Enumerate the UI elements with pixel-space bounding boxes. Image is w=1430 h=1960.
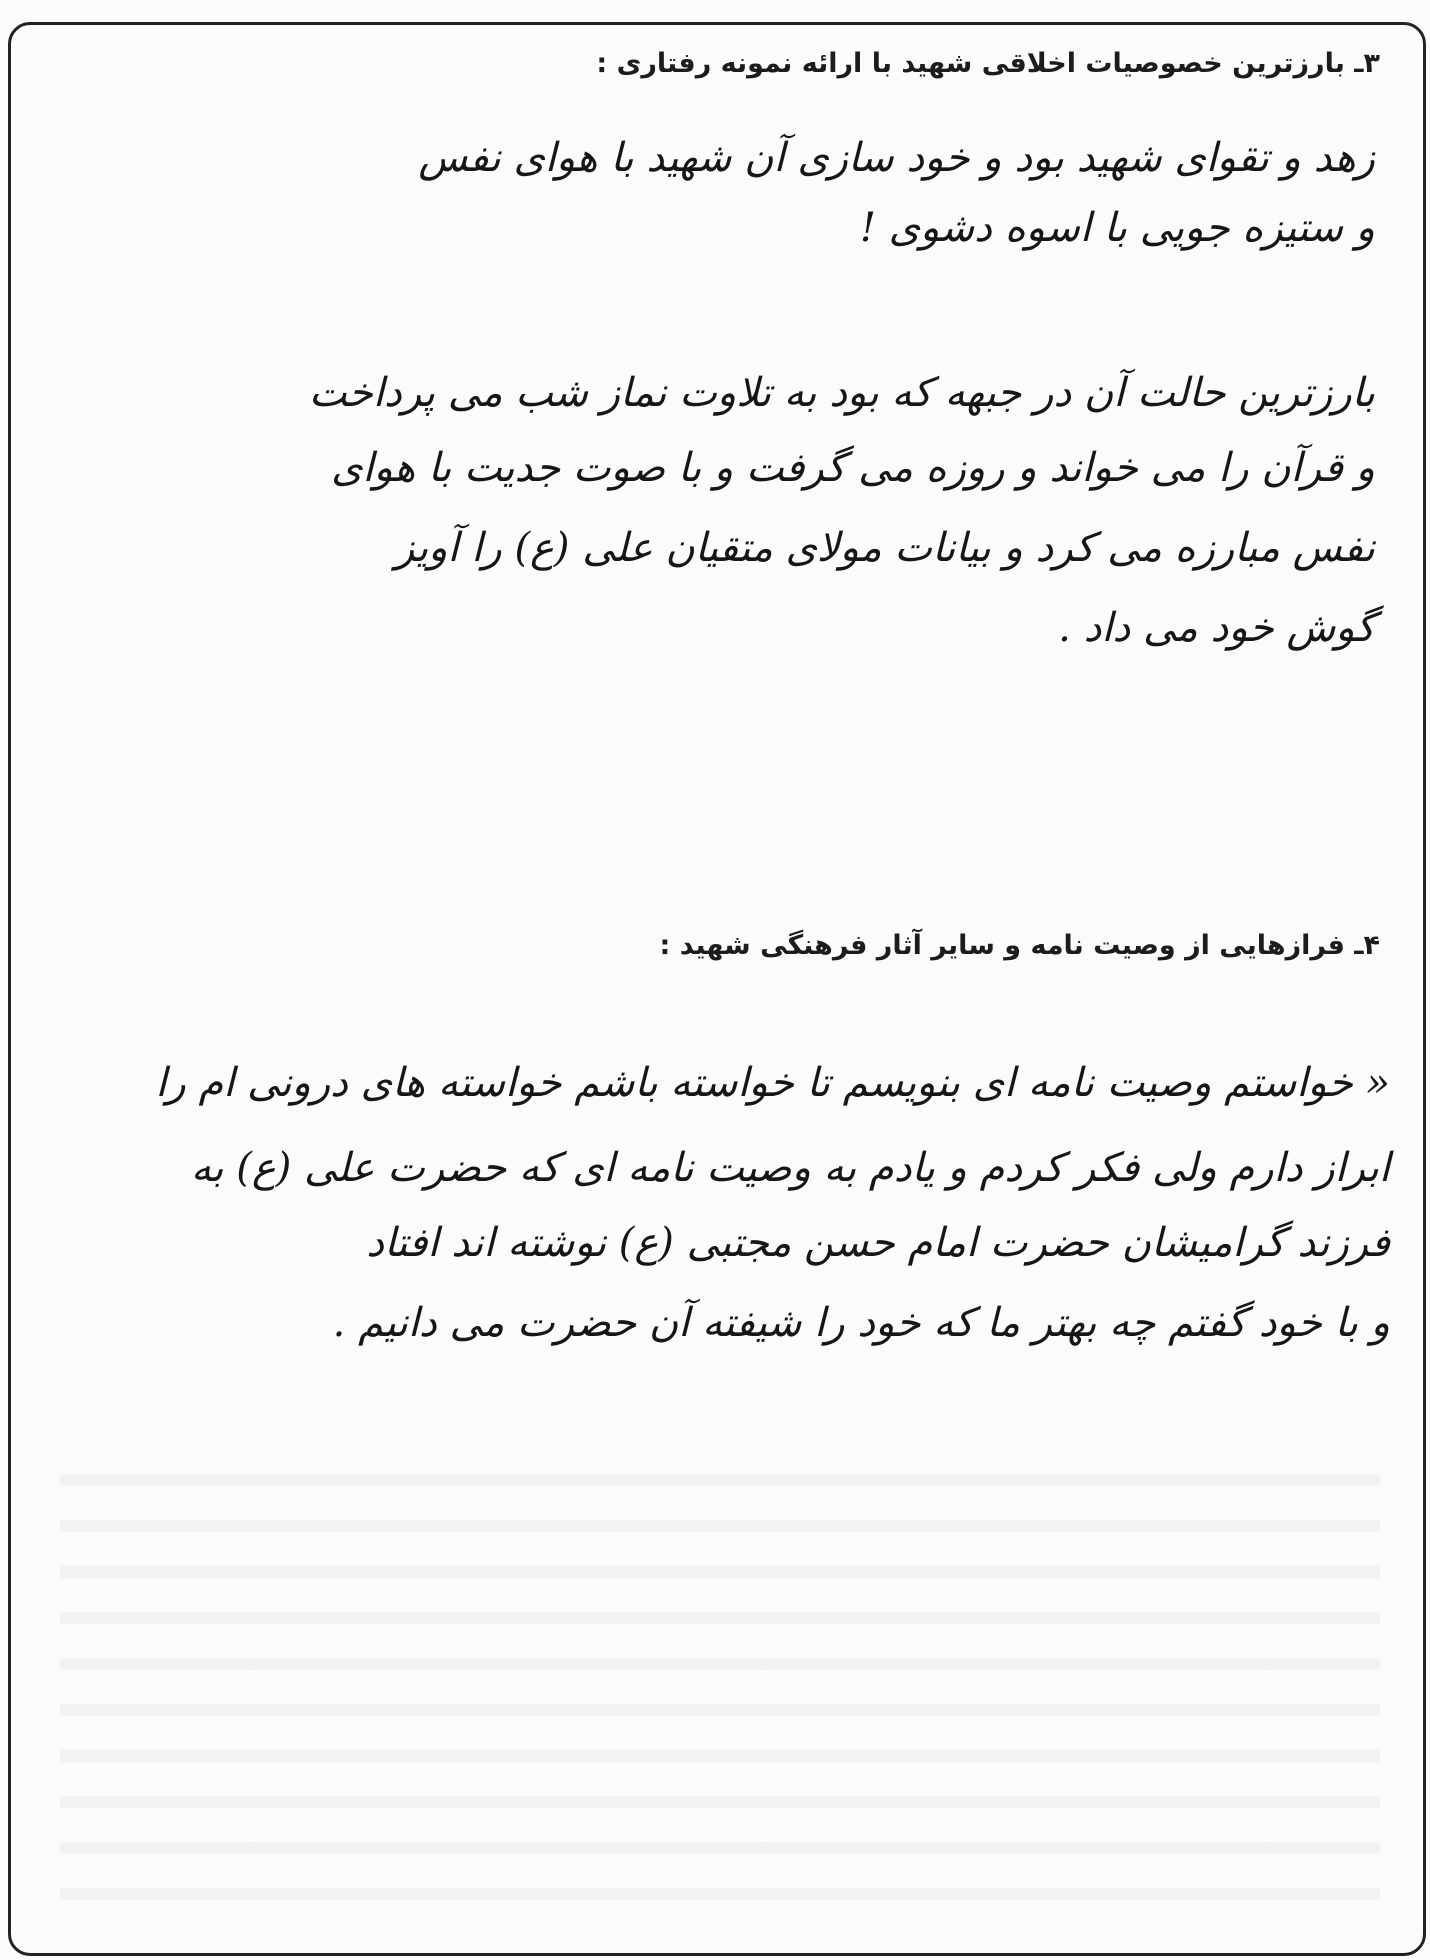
section-3-line-4: و قرآن را می خواند و روزه می گرفت و با صوت جدیت با هوای <box>331 445 1375 491</box>
section-3-heading: ۳ـ بارزترین خصوصیات اخلاقی شهید با ارائه نمونه رفتاری : <box>596 48 1380 79</box>
section-3-line-1: زهد و تقوای شهید بود و خود سازی آن شهید با هوای نفس <box>418 135 1375 181</box>
section-4-line-4: و با خود گفتم چه بهتر ما که خود را شیفته آن حضرت می دانیم . <box>332 1300 1390 1346</box>
section-3-line-2: و ستیزه جویی با اسوه دشوی ! <box>859 205 1375 251</box>
section-4-heading: ۴ـ فرازهایی از وصیت نامه و سایر آثار فرهنگی شهید : <box>659 930 1380 961</box>
section-4-line-3: فرزند گرامیشان حضرت امام حسن مجتبی (ع) نوشته اند افتاد <box>366 1220 1390 1266</box>
section-3-line-3: بارزترین حالت آن در جبهه که بود به تلاوت نماز شب می پرداخت <box>308 370 1375 416</box>
section-3-line-6: گوش خود می داد . <box>1058 605 1375 651</box>
page-border <box>8 22 1426 1956</box>
section-3-line-5: نفس مبارزه می کرد و بیانات مولای متقیان علی (ع) را آویز <box>394 525 1375 571</box>
section-4-line-1: « خواستم وصیت نامه ای بنویسم تا خواسته باشم خواسته های درونی ام را <box>155 1060 1390 1106</box>
section-4-line-2: ابراز دارم ولی فکر کردم و یادم به وصیت نامه ای که حضرت علی (ع) به <box>190 1145 1390 1191</box>
